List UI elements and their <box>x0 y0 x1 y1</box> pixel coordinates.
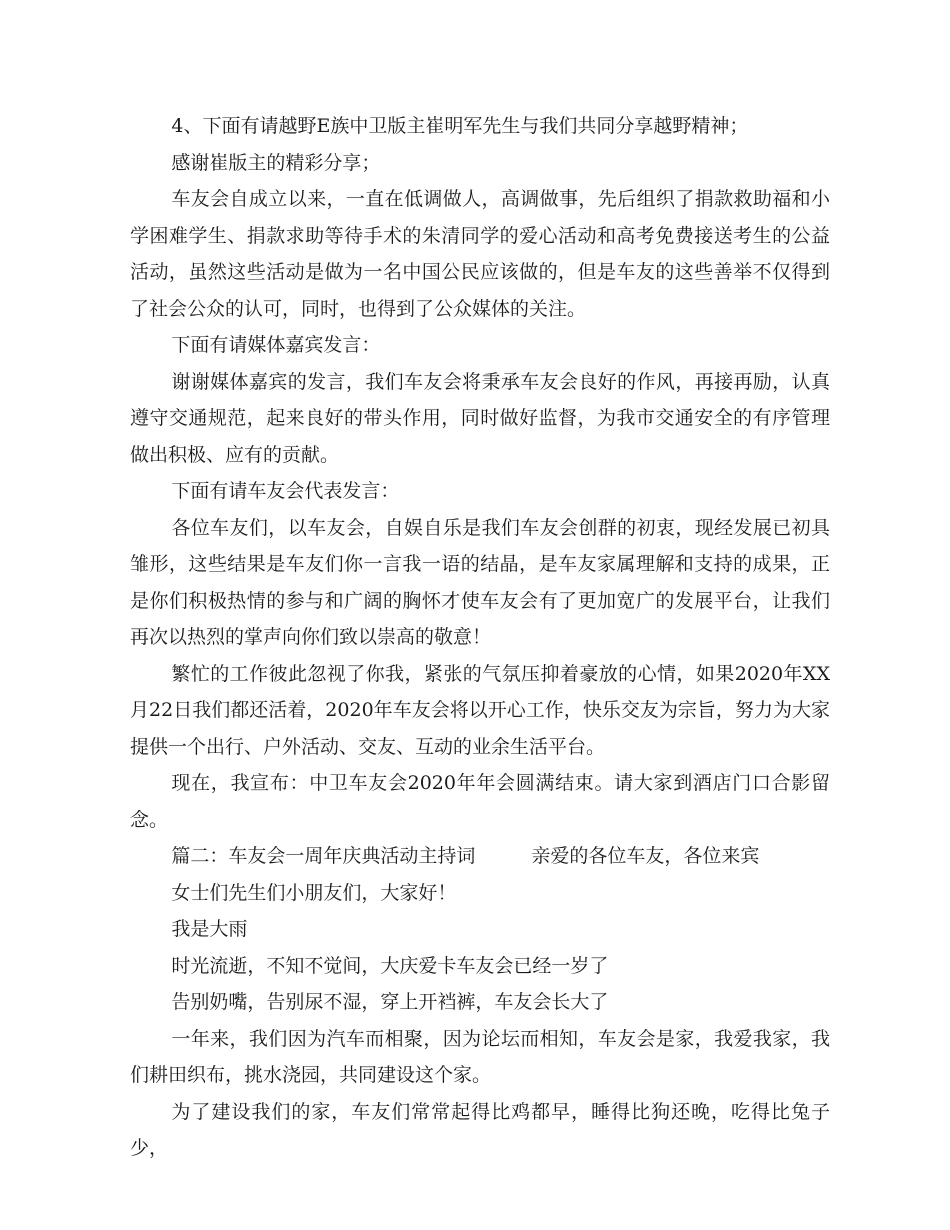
paragraph: 为了建设我们的家，车友们常常起得比鸡都早，睡得比狗还晚，吃得比兔子少， <box>130 1100 830 1159</box>
paragraph: 女士们先生们小朋友们，大家好！ <box>171 881 457 904</box>
paragraph: 车友会自成立以来，一直在低调做人，高调做事，先后组织了捐款救助福和小学困难学生、捐款求助等待手术的朱清同学的爱心活动和高考免费接送考生的公益活动，虽然这些活动是做为一名中国公民应该做的，但是车友的这些善举不仅得到了社会公众的认可，同时，也得到了公众媒体的关注。 <box>130 188 830 320</box>
section-title: 篇二：车友会一周年庆典活动主持词 <box>171 845 476 867</box>
paragraph: 时光流逝，不知不觉间，大庆爱卡车友会已经一岁了 <box>171 954 609 977</box>
paragraph: 现在，我宣布：中卫车友会2020年年会圆满结束。请大家到酒店门口合影留念。 <box>130 772 830 831</box>
section-heading <box>130 838 830 875</box>
paragraph: 各位车友们，以车友会，自娱自乐是我们车友会创群的初衷，现经发展已初具雏形，这些结果是车友们你一言我一语的结晶，是车友家属理解和支持的成果，正是你们积极热情的参与和广阔的胸怀才使车友会有了更加宽广的发展平台，让我们再次以热烈的掌声向你们致以崇高的敬意！ <box>130 516 830 648</box>
paragraph: 下面有请媒体嘉宾发言： <box>171 334 381 356</box>
section-greeting: 亲爱的各位车友，各位来宾 <box>531 845 760 867</box>
paragraph: 4、下面有请越野E族中卫版主崔明军先生与我们共同分享越野精神； <box>171 115 749 137</box>
paragraph: 告别奶嘴，告别尿不湿，穿上开裆裤，车友会长大了 <box>171 991 609 1013</box>
paragraph: 繁忙的工作彼此忽视了你我，紧张的气氛压抑着豪放的心情，如果2020年XX月22日我们都还活着，2020年车友会将以开心工作，快乐交友为宗旨，努力为大家提供一个出行、户外活动、交友、互动的业余生活平台。 <box>130 662 830 758</box>
document-body <box>130 108 830 1167</box>
paragraph: 谢谢媒体嘉宾的发言，我们车友会将秉承车友会良好的作风，再接再励，认真遵守交通规范，起来良好的带头作用，同时做好监督，为我市交通安全的有序管理做出积极、应有的贡献。 <box>130 370 830 466</box>
paragraph: 下面有请车友会代表发言： <box>171 480 400 502</box>
paragraph: 我是大雨 <box>171 918 248 940</box>
paragraph: 一年来，我们因为汽车而相聚，因为论坛而相知，车友会是家，我爱我家，我们耕田织布，挑水浇园，共同建设这个家。 <box>130 1027 830 1086</box>
paragraph: 感谢崔版主的精彩分享； <box>171 151 381 174</box>
